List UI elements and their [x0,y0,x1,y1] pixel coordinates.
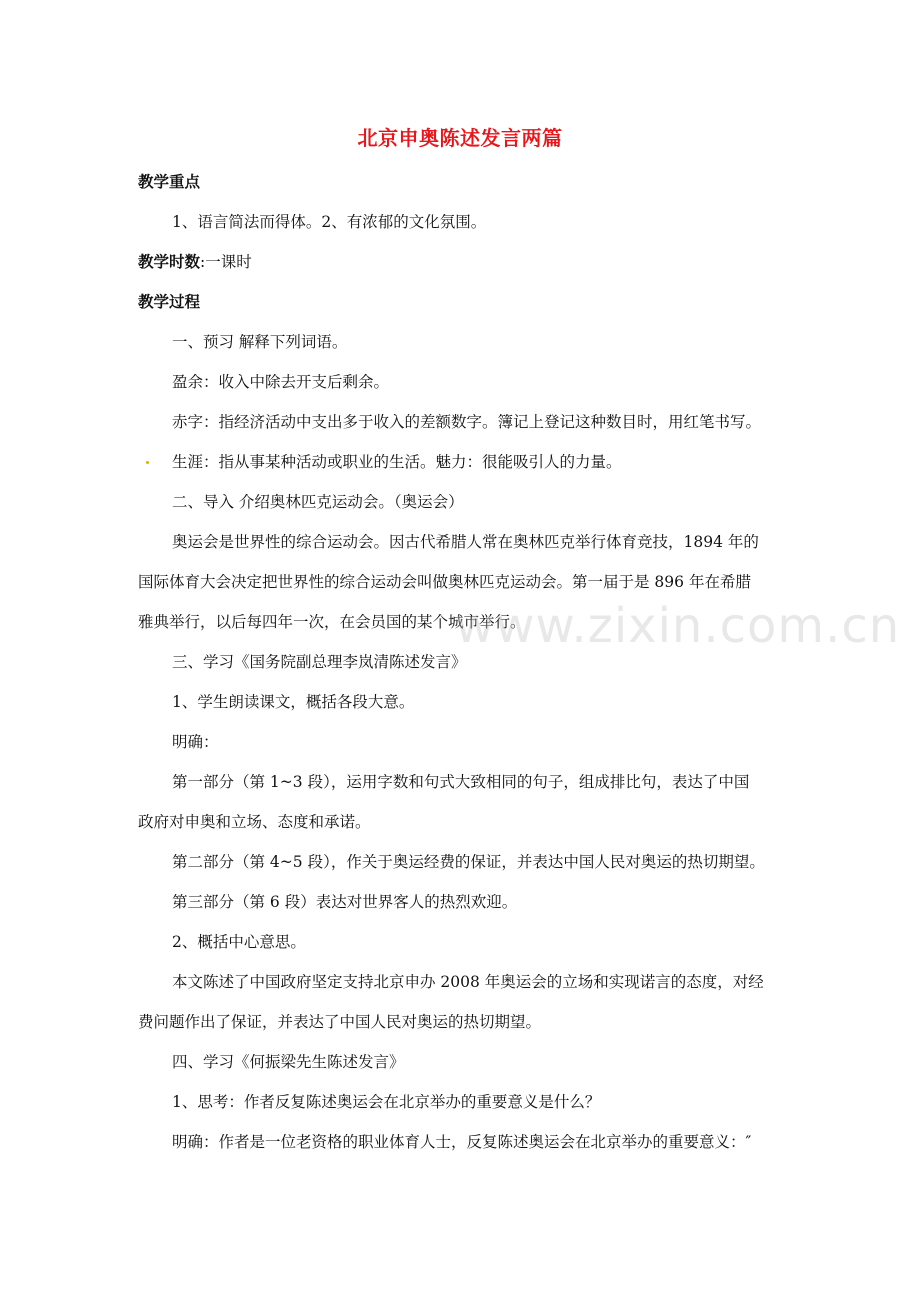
hours-value: :一课时 [200,253,252,271]
paragraph-line: 1、思考：作者反复陈述奥运会在北京举办的重要意义是什么？ [172,1093,601,1111]
paragraph-line: 本文陈述了中国政府坚定支持北京申办 2008 年奥运会的立场和实现诺言的态度，对经 [172,973,764,991]
teaching-hours [138,252,252,272]
paragraph-line: 赤字：指经济活动中支出多于收入的差额数字。簿记上登记这种数目时，用红笔书写。 [172,413,762,431]
paragraph-line: 奥运会是世界性的综合运动会。因古代希腊人常在奥林匹克举行体育竞技，1894 年的 [172,533,759,551]
paragraph-line: 国际体育大会决定把世界性的综合运动会叫做奥林匹克运动会。第一届于是 896 年在希腊 [138,573,751,591]
stray-mark [146,461,149,464]
paragraph-line: 费问题作出了保证，并表达了中国人民对奥运的热切期望。 [138,1013,542,1031]
paragraph-line: 第二部分（第 4~5 段），作关于奥运经费的保证，并表达中国人民对奥运的热切期望。 [172,853,765,871]
paragraph-line: 明确：作者是一位老资格的职业体育人士，反复陈述奥运会在北京举办的重要意义：″ [172,1133,752,1151]
paragraph-line: 第三部分（第 6 段）表达对世界客人的热烈欢迎。 [172,893,518,911]
watermark: www.zixin.com.cn [455,598,901,654]
section-heading-focus: 教学重点 [138,173,201,191]
focus-items: 1、语言简法而得体。2、有浓郁的文化氛围。 [172,213,487,231]
paragraph-line: 盈余：收入中除去开支后剩余。 [172,373,390,391]
section-heading-process: 教学过程 [138,293,201,311]
paragraph-line: 政府对申奥和立场、态度和承诺。 [138,813,371,831]
paragraph-line: 二、导入 介绍奥林匹克运动会。（奥运会） [172,493,464,511]
paragraph-line: 三、学习《国务院副总理李岚清陈述发言》 [172,653,467,671]
paragraph-line: 第一部分（第 1~3 段），运用字数和句式大致相同的句子，组成排比句，表达了中国 [172,773,750,791]
paragraph-line: 2、概括中心意思。 [172,933,306,951]
paragraph-line: 一、预习 解释下列词语。 [172,333,348,351]
paragraph-line: 生涯：指从事某种活动或职业的生活。魅力：很能吸引人的力量。 [172,453,622,471]
paragraph-line: 四、学习《何振梁先生陈述发言》 [172,1053,405,1071]
paragraph-line: 1、学生朗读课文，概括各段大意。 [172,693,415,711]
hours-label: 教学时数 [138,253,201,271]
document-title: 北京申奥陈述发言两篇 [357,126,563,150]
paragraph-line: 明确： [172,733,219,751]
paragraph-line: 雅典举行，以后每四年一次，在会员国的某个城市举行。 [138,613,526,631]
